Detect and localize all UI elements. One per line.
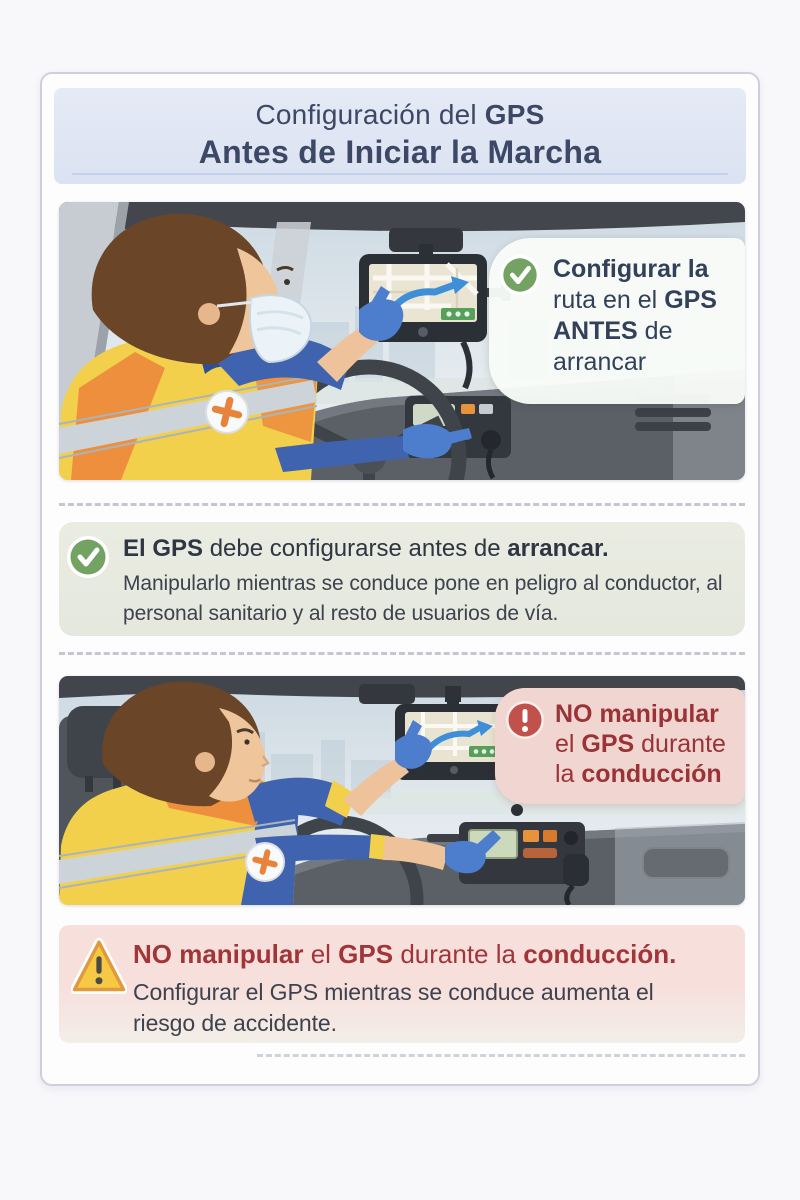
eye	[244, 739, 249, 744]
ear	[198, 303, 220, 325]
check-icon	[499, 254, 541, 296]
title-line-1	[54, 99, 746, 131]
note-heading: El GPS debe configurarse antes de arrancar.	[123, 535, 609, 562]
check-icon	[66, 535, 110, 579]
title-line-2: Antes de Iniciar la Marcha	[198, 134, 602, 170]
illustration-configure-gps-parked	[59, 202, 745, 480]
callout-line: Configurar la	[553, 255, 709, 283]
callout-line: arrancar	[553, 348, 647, 376]
callout-line: NO manipular	[555, 700, 719, 728]
title-line1-bold: GPS	[484, 99, 545, 130]
safe-practice-note	[59, 522, 745, 636]
note-body: Configurar el GPS mientras se conduce aumenta el riesgo de accidente.	[133, 979, 654, 1036]
callout-no-manipulate	[495, 688, 745, 804]
eye	[284, 279, 290, 285]
dashed-divider	[59, 503, 745, 506]
warning-note	[59, 925, 745, 1043]
ear	[195, 752, 215, 772]
dashed-divider	[59, 652, 745, 655]
callout-line: la conducción	[555, 760, 722, 788]
callout-line: el GPS durante	[555, 730, 726, 758]
warning-triangle-icon	[71, 937, 127, 999]
callout-configure-before	[489, 238, 745, 404]
exclamation-icon	[505, 700, 545, 740]
title-banner	[54, 88, 746, 184]
dashed-divider-partial	[257, 1054, 745, 1057]
title-line1-regular: Configuración del	[255, 99, 485, 130]
glovebox	[643, 848, 729, 878]
callout-line: ANTES de	[553, 317, 673, 345]
illustration-gps-while-driving	[59, 676, 745, 905]
title-underline	[72, 173, 728, 175]
rearview-mirror	[359, 684, 415, 704]
infographic-card	[40, 72, 760, 1086]
callout-line: ruta en el GPS	[553, 286, 717, 314]
warning-heading: NO manipular el GPS durante la conducción.	[133, 939, 677, 969]
radio-mic	[563, 854, 589, 886]
note-body: Manipularlo mientras se conduce pone en peligro al conductor, al personal sanitario y al resto de usuarios de vía.	[123, 572, 723, 625]
